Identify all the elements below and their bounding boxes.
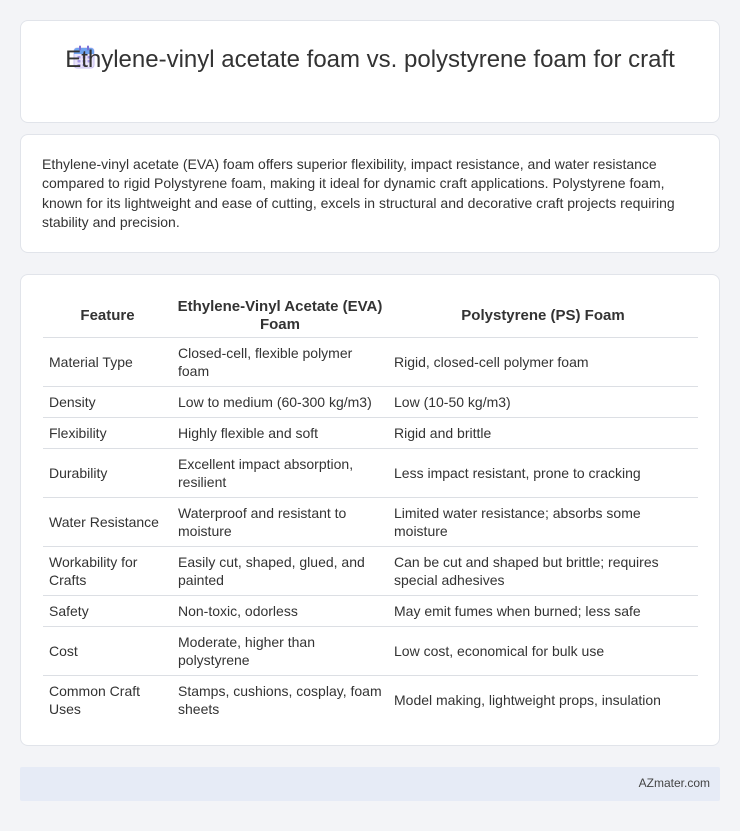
table-row	[43, 675, 698, 724]
comparison-table	[43, 296, 698, 724]
feature-cell: Durability	[43, 448, 172, 497]
feature-cell: Density	[43, 386, 172, 417]
feature-cell: Material Type	[43, 337, 172, 386]
ps-cell: May emit fumes when burned; less safe	[388, 595, 698, 626]
eva-cell: Low to medium (60-300 kg/m3)	[172, 386, 388, 417]
feature-cell: Safety	[43, 595, 172, 626]
table-header-row	[43, 296, 698, 337]
table-row	[43, 626, 698, 675]
summary-card	[20, 134, 720, 253]
eva-cell: Easily cut, shaped, glued, and painted	[172, 546, 388, 595]
ps-cell: Can be cut and shaped but brittle; requires special adhesives	[388, 546, 698, 595]
table-row	[43, 546, 698, 595]
footer-bar	[20, 767, 720, 801]
ps-cell: Low (10-50 kg/m3)	[388, 386, 698, 417]
eva-cell: Stamps, cushions, cosplay, foam sheets	[172, 675, 388, 724]
eva-cell: Non-toxic, odorless	[172, 595, 388, 626]
table-row	[43, 448, 698, 497]
feature-cell: Common Craft Uses	[43, 675, 172, 724]
header-feature: Feature	[43, 296, 172, 337]
summary-paragraph: Ethylene-vinyl acetate (EVA) foam offers superior flexibility, impact resistance, and water resistance compared to rigid Polystyrene foam, making it ideal for dynamic craft applications. Polystyrene foam, known for its lightweight and ease of cutting, excels in structural and decorative craft projects requiring stability and precision.	[42, 156, 675, 230]
eva-cell: Closed-cell, flexible polymer foam	[172, 337, 388, 386]
feature-cell: Water Resistance	[43, 497, 172, 546]
feature-cell: Flexibility	[43, 417, 172, 448]
table-row	[43, 497, 698, 546]
eva-cell: Highly flexible and soft	[172, 417, 388, 448]
header-ps: Polystyrene (PS) Foam	[388, 296, 698, 337]
eva-cell: Moderate, higher than polystyrene	[172, 626, 388, 675]
table-row	[43, 337, 698, 386]
table-row	[43, 386, 698, 417]
feature-cell: Cost	[43, 626, 172, 675]
feature-cell: Workability for Crafts	[43, 546, 172, 595]
ps-cell: Rigid, closed-cell polymer foam	[388, 337, 698, 386]
ps-cell: Low cost, economical for bulk use	[388, 626, 698, 675]
eva-cell: Excellent impact absorption, resilient	[172, 448, 388, 497]
footer-brand: AZmater.com	[638, 776, 710, 790]
ps-cell: Rigid and brittle	[388, 417, 698, 448]
header-eva: Ethylene-Vinyl Acetate (EVA) Foam	[172, 296, 388, 337]
title-card	[20, 20, 720, 123]
ps-cell: Model making, lightweight props, insulation	[388, 675, 698, 724]
table-row	[43, 595, 698, 626]
ps-cell: Less impact resistant, prone to cracking	[388, 448, 698, 497]
eva-cell: Waterproof and resistant to moisture	[172, 497, 388, 546]
ps-cell: Limited water resistance; absorbs some moisture	[388, 497, 698, 546]
page-title: Ethylene-vinyl acetate foam vs. polystyrene foam for craft	[65, 46, 675, 73]
comparison-card	[20, 274, 720, 746]
table-row	[43, 417, 698, 448]
